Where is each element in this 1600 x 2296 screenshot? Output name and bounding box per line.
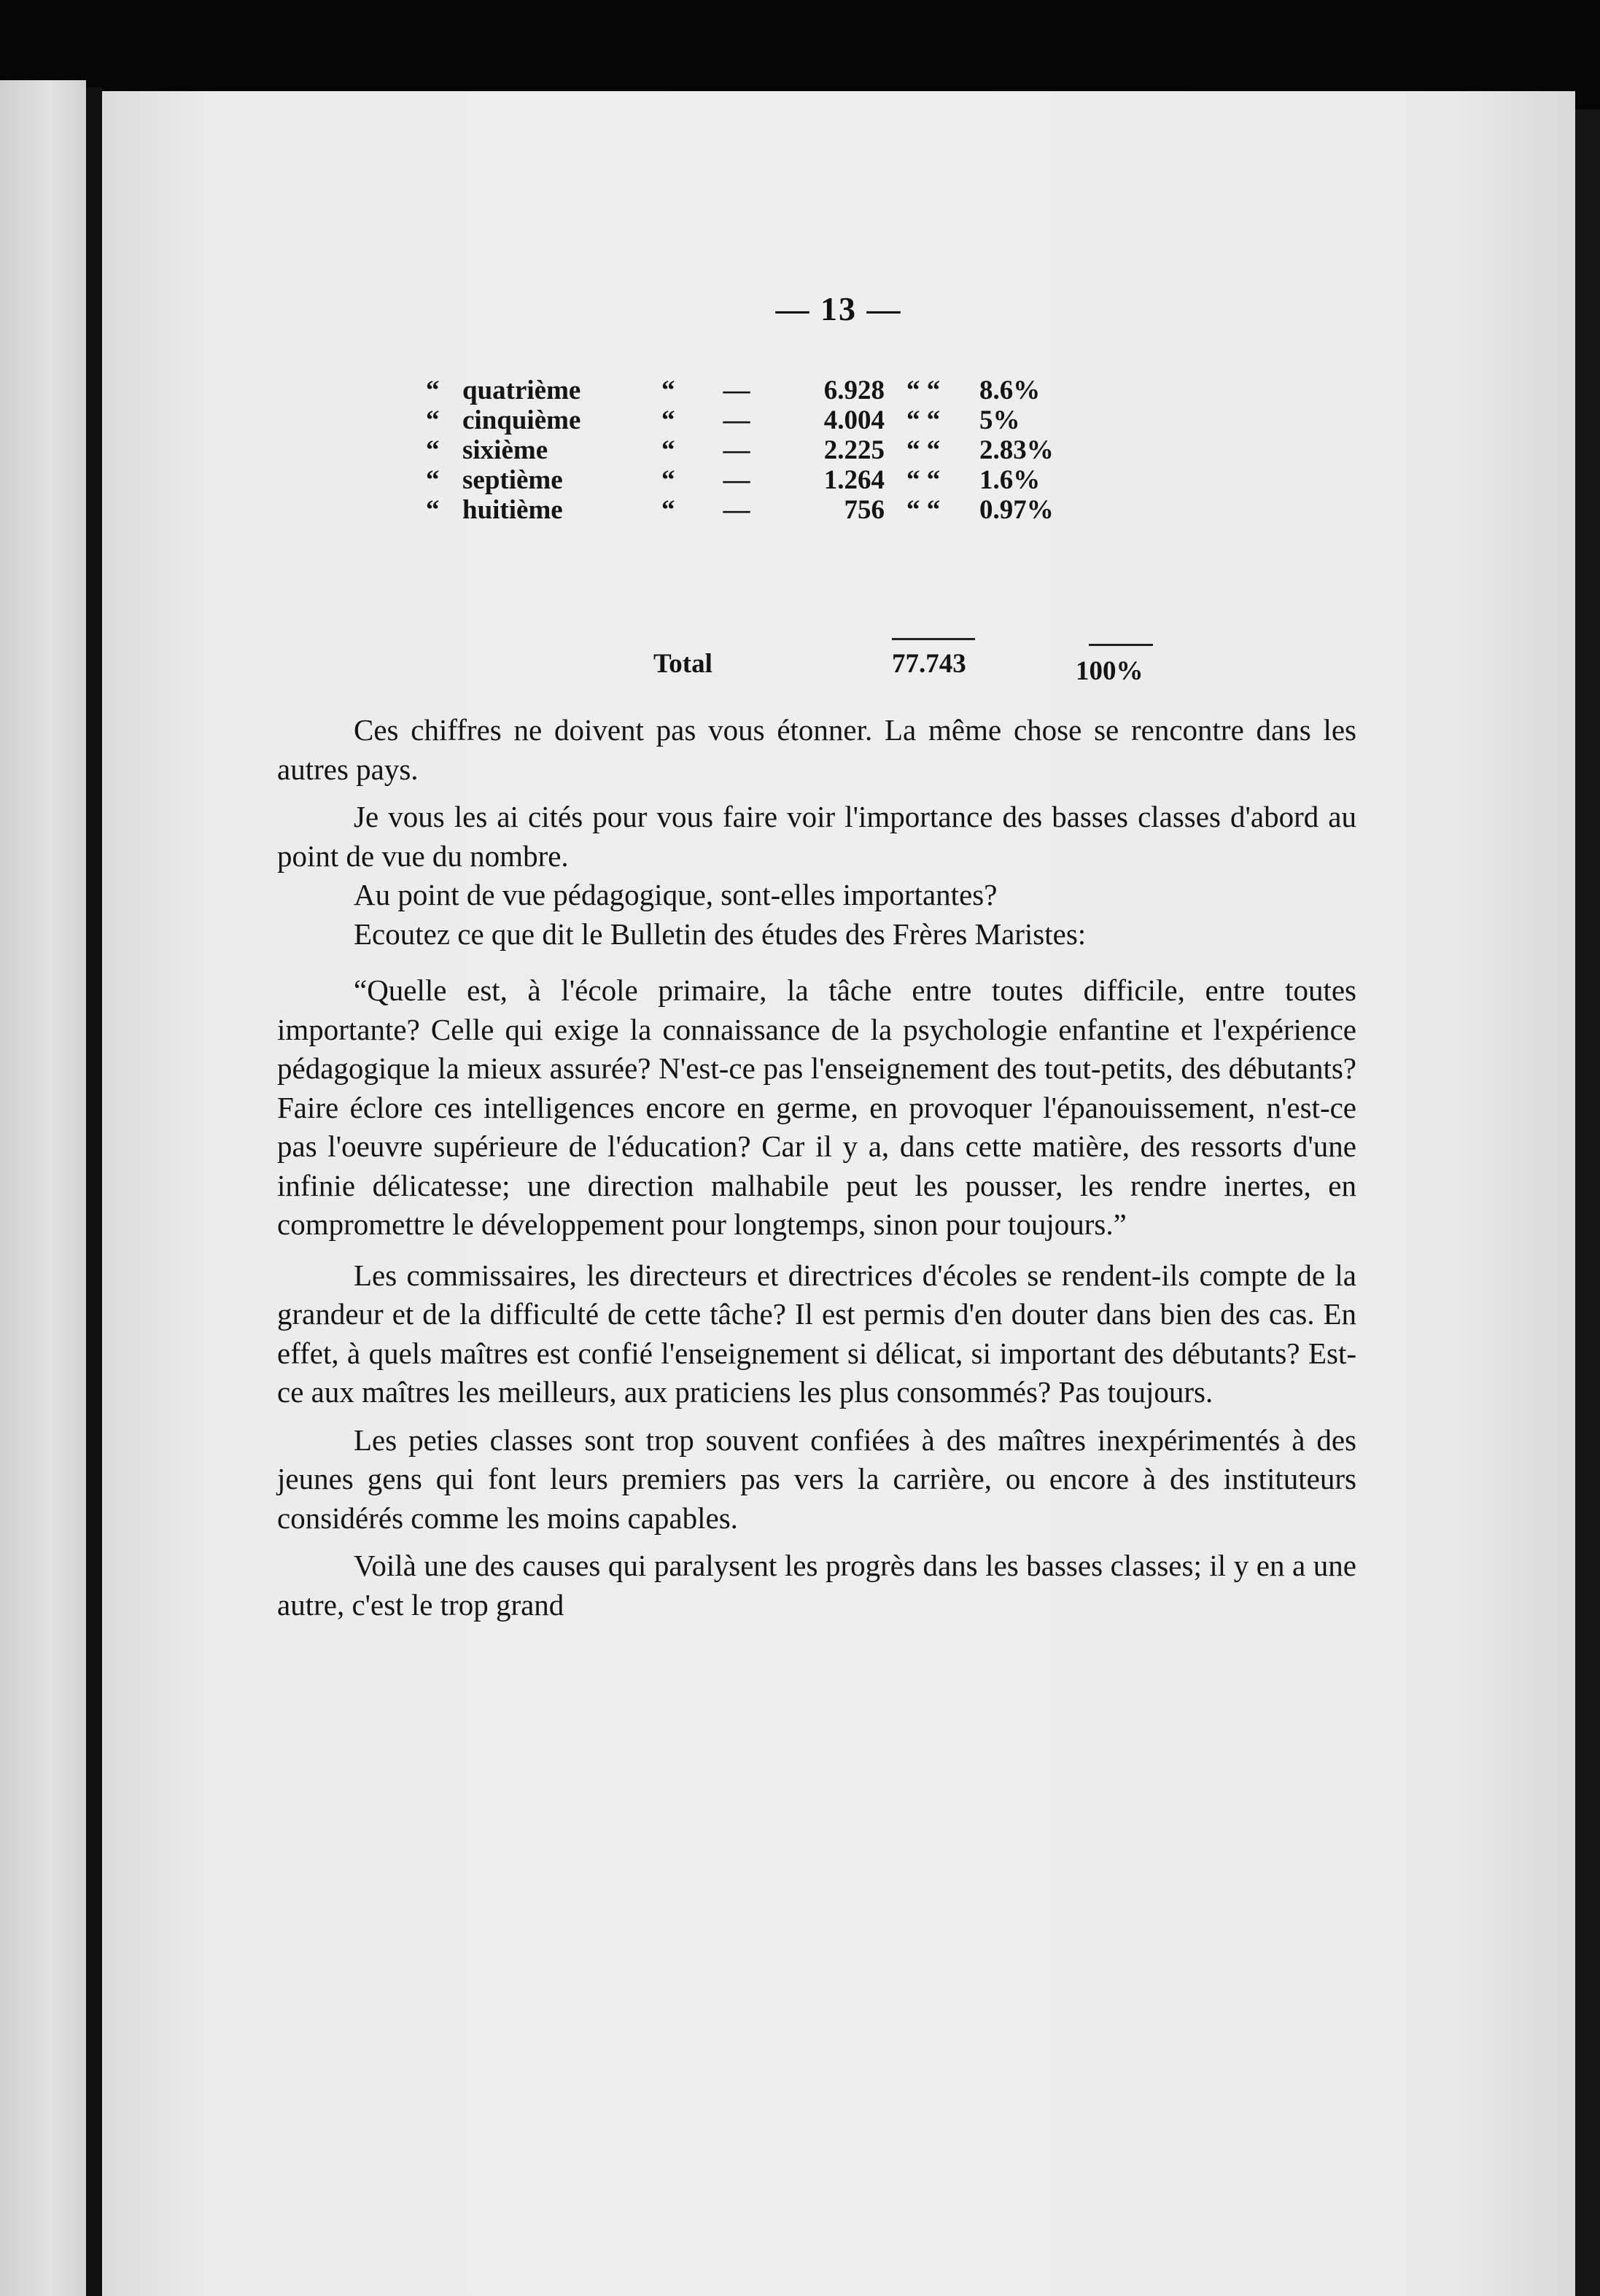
book-spine [86, 87, 102, 2296]
table-row [423, 405, 1084, 435]
ditto-mark: “ [426, 375, 440, 405]
ditto-mark: “ [661, 375, 675, 405]
class-statistics-table [423, 375, 1084, 525]
paragraph: Les peties classes sont trop souvent confiées à des maîtres inexpérimentés à des jeunes gens qui font leurs premiers pas vers la carrière, ou encore à des instituteurs considérés comme les moins capables. [277, 1423, 1356, 1535]
ditto-mark: “ [426, 465, 440, 495]
paragraph: Les commissaires, les directeurs et directrices d'écoles se rendent-ils compte de la grandeur et de la difficulté de cette tâche? Il est permis d'en douter dans bien des cas. En effet, à quels maîtres est confié l'enseignement si délicat, si important des débutants? Est-ce aux maîtres les meilleurs, aux praticiens les plus consommés? Pas toujours. [277, 1258, 1356, 1409]
paragraph: Au point de vue pédagogique, sont-elles importantes? [354, 878, 998, 911]
total-percent: 100% [1076, 656, 1143, 686]
ditto-mark: “ [426, 405, 440, 435]
percentage: 1.6% [979, 465, 1041, 495]
paragraph: Ecoutez ce que dit le Bulletin des études des Frères Maristes: [354, 917, 1087, 951]
percentage: 0.97% [979, 495, 1054, 525]
pupil-count: 4.004 [823, 405, 885, 435]
pupil-count: 756 [844, 495, 885, 525]
table-row [423, 465, 1084, 495]
ditto-mark: “ [661, 495, 675, 525]
dash: — [723, 435, 750, 465]
ditto-mark: “ [426, 495, 440, 525]
sum-rule-percent [1089, 644, 1153, 646]
total-count: 77.743 [892, 649, 966, 679]
facing-page-edge [0, 80, 86, 2296]
ditto-mark: “ [661, 465, 675, 495]
percentage: 5% [979, 405, 1020, 435]
class-label: cinquième [462, 405, 581, 435]
body-text [277, 711, 1356, 1624]
class-label: huitième [462, 495, 563, 525]
dash: — [723, 495, 750, 525]
ditto-mark: “ “ [906, 435, 941, 465]
pupil-count: 1.264 [823, 465, 885, 495]
ditto-mark: “ [661, 405, 675, 435]
paragraph: Je vous les ai cités pour vous faire voir l'importance des basses classes d'abord au point de vue du nombre. [277, 800, 1356, 873]
class-label: quatrième [462, 375, 581, 405]
percentage: 8.6% [979, 375, 1041, 405]
class-label: sixième [462, 435, 548, 465]
dash: — [723, 405, 750, 435]
scanned-page [102, 91, 1575, 2296]
table-row [423, 495, 1084, 525]
ditto-mark: “ “ [906, 405, 941, 435]
quotation-paragraph: “Quelle est, à l'école primaire, la tâche entre toutes difficile, entre toutes importante? Celle qui exige la connaissance de la psychologie enfantine et l'expérience pédagogique la mieux assurée? N'est-ce pas l'enseignement des tout-petits, des débutants? Faire éclore ces intelligences encore en germe, en provoquer l'épanouissement, n'est-ce pas l'oeuvre supérieure de l'éducation? Car il y a, dans cette matière, des ressorts d'une infinie délicatesse; une direction malhabile peut les pousser, les rendre inertes, en compromettre le développement pour longtemps, sinon pour toujours.” [277, 973, 1356, 1241]
dash: — [723, 465, 750, 495]
ditto-mark: “ “ [906, 465, 941, 495]
ditto-mark: “ [426, 435, 440, 465]
page-right-edge [1575, 109, 1600, 2296]
paragraph: Voilà une des causes qui paralysent les progrès dans les basses classes; il y en a une autre, c'est le trop grand [277, 1549, 1356, 1622]
ditto-mark: “ [661, 435, 675, 465]
ditto-mark: “ “ [906, 375, 941, 405]
total-label: Total [653, 649, 712, 679]
dash: — [723, 375, 750, 405]
percentage: 2.83% [979, 435, 1054, 465]
pupil-count: 6.928 [823, 375, 885, 405]
ditto-mark: “ “ [906, 495, 941, 525]
table-row [423, 435, 1084, 465]
page-number: — 13 — [775, 290, 902, 327]
table-row [423, 375, 1084, 405]
pupil-count: 2.225 [823, 435, 885, 465]
sum-rule-count [892, 638, 975, 640]
paragraph: Ces chiffres ne doivent pas vous étonner. La même chose se rencontre dans les autres pays. [277, 713, 1356, 786]
class-label: septième [462, 465, 563, 495]
